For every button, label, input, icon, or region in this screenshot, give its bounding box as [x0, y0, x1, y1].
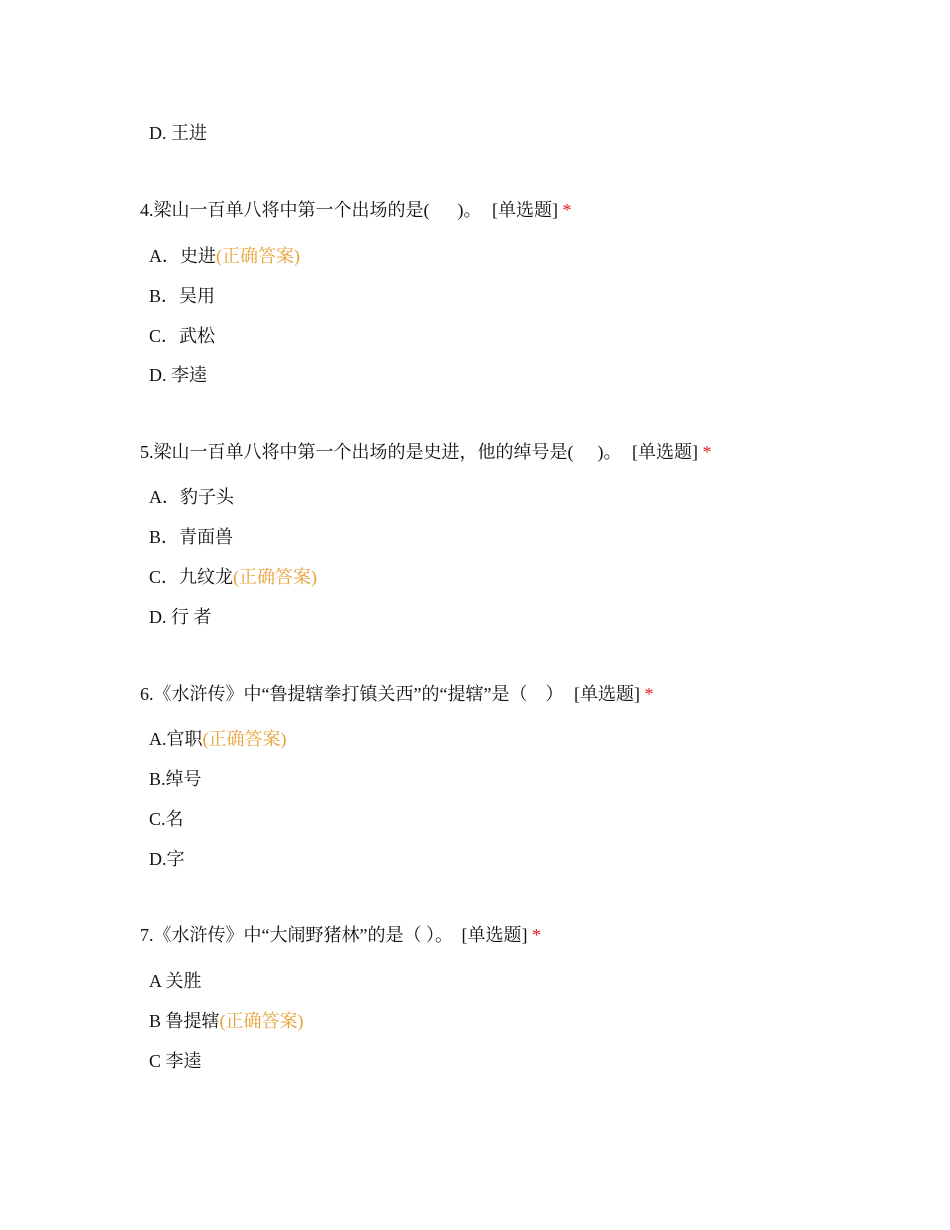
option-label: B．吴用 — [149, 286, 216, 306]
question-5-option-c — [149, 565, 317, 589]
question-text-end: )。 — [597, 442, 622, 462]
option-label: C.名 — [149, 809, 184, 829]
question-6-option-b — [149, 767, 202, 791]
option-label: B．青面兽 — [149, 527, 234, 547]
option-label: A．豹子头 — [149, 487, 234, 507]
question-4-option-b — [149, 284, 215, 308]
question-5-option-a — [149, 485, 234, 509]
question-text-end: )。 — [457, 200, 482, 220]
question-6-option-a — [149, 727, 287, 751]
required-mark: * — [531, 925, 541, 945]
required-mark: * — [562, 200, 572, 220]
option-label: D. 行 者 — [149, 607, 212, 627]
question-type: [单选题] — [632, 442, 698, 462]
required-mark: * — [644, 684, 654, 704]
option-label: C．九纹龙 — [149, 567, 234, 587]
question-type: [单选题] — [573, 684, 640, 704]
question-5-option-d — [149, 605, 212, 629]
question-6-title — [140, 682, 653, 706]
option-label: C 李逵 — [149, 1051, 202, 1071]
required-mark: * — [702, 442, 712, 462]
question-6-option-c — [149, 807, 184, 831]
question-5-option-b — [149, 525, 233, 549]
question-7-title — [140, 923, 541, 947]
question-7-option-a — [149, 969, 202, 993]
option-label: A．史进 — [149, 246, 216, 266]
question-4-option-c — [149, 324, 215, 348]
question-7-option-b — [149, 1009, 304, 1033]
question-text: 4.梁山一百单八将中第一个出场的是( — [140, 200, 430, 220]
question-6-option-d — [149, 847, 185, 871]
question-5-title — [140, 440, 712, 464]
prev-question-option-d — [149, 121, 207, 145]
option-label: D.字 — [149, 849, 185, 869]
option-label: D. 王进 — [149, 123, 207, 143]
option-label: A.官职 — [149, 729, 203, 749]
question-text: 6.《水浒传》中“鲁提辖拳打镇关西”的“提辖”是（ — [140, 684, 528, 704]
correct-answer-mark: (正确答案) — [219, 1011, 304, 1031]
question-4-option-d — [149, 363, 207, 387]
correct-answer-mark: (正确答案) — [233, 567, 318, 587]
correct-answer-mark: (正确答案) — [216, 246, 300, 266]
correct-answer-mark: (正确答案) — [202, 729, 287, 749]
question-4-option-a — [149, 244, 300, 268]
question-type: [单选题] — [461, 925, 528, 945]
question-7-option-c — [149, 1049, 202, 1073]
option-label: B.绰号 — [149, 769, 202, 789]
question-type: [单选题] — [492, 200, 558, 220]
question-text: 5.梁山一百单八将中第一个出场的是史进，他的绰号是( — [140, 442, 574, 462]
option-label: C．武松 — [149, 326, 216, 346]
option-label: B 鲁提辖 — [149, 1011, 220, 1031]
question-4-title — [140, 198, 572, 222]
question-text-end: ） — [545, 684, 564, 704]
option-label: A 关胜 — [149, 971, 202, 991]
option-label: D. 李逵 — [149, 365, 207, 385]
question-text: 7.《水浒传》中“大闹野猪林”的是（ ）。 — [140, 925, 453, 945]
